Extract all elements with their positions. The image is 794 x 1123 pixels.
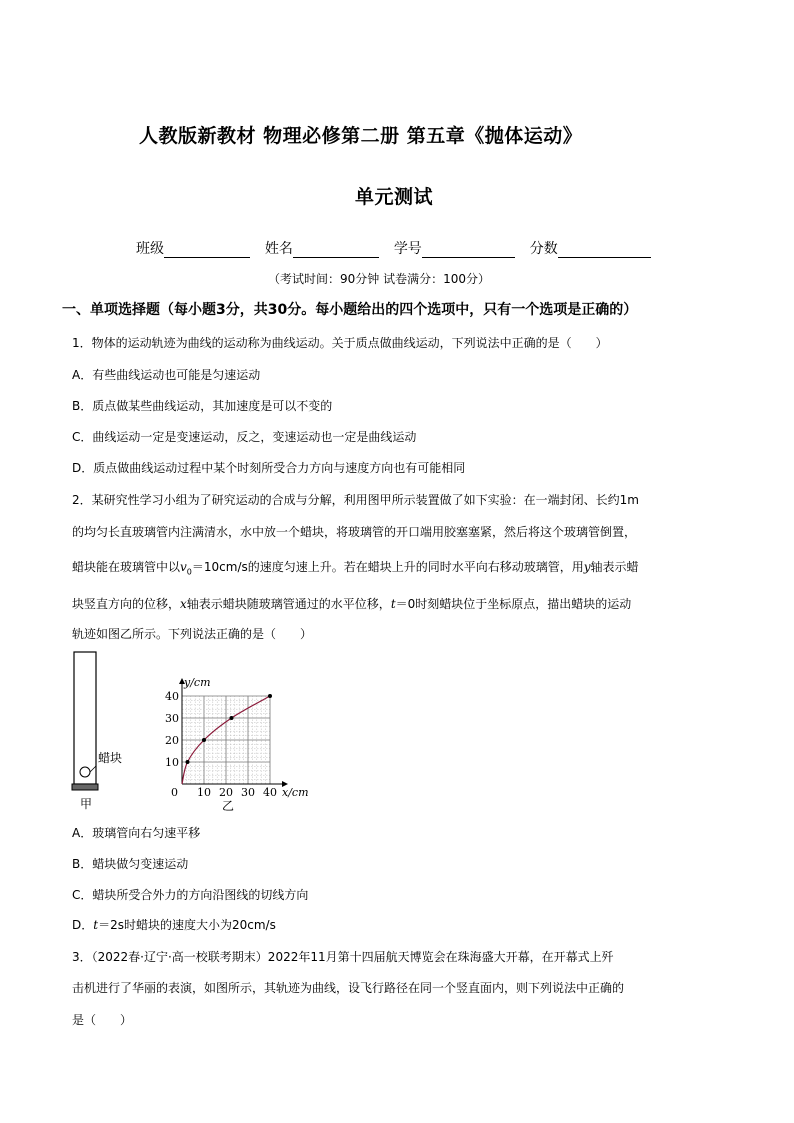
q2-option-b: B．蜡块做匀变速运动	[72, 857, 189, 871]
exam-meta: （考试时间：90分钟 试卷满分：100分）	[268, 272, 490, 286]
glass-tube	[74, 652, 96, 784]
y-tick-label: 40	[165, 690, 179, 703]
score-label: 分数	[529, 241, 558, 257]
q3-line-2: 击机进行了华丽的表演，如图所示，其轨迹为曲线，设飞行路径在同一个竖直面内，则下列说法中正确的	[72, 981, 625, 995]
q2-option-a: A．玻璃管向右匀速平移	[72, 826, 201, 840]
trajectory-point	[186, 760, 190, 764]
name-field[interactable]	[293, 242, 379, 258]
name-label: 姓名	[264, 241, 293, 257]
q3-line-3: 是（ ）	[72, 1013, 133, 1027]
class-field[interactable]	[164, 242, 250, 258]
student-info-row	[136, 238, 651, 258]
figure-yi-chart	[160, 670, 320, 812]
section-1-title: 一、单项选择题（每小题3分，共30分。每小题给出的四个选项中，只有一个选项是正确的）	[62, 302, 638, 318]
x-tick-label: 40	[263, 786, 277, 799]
q2-option-d: D．t＝2s时蜡块的速度大小为20cm/s	[72, 918, 276, 932]
class-label: 班级	[136, 241, 164, 257]
title-line-2: 单元测试	[355, 186, 434, 208]
x-tick-label: 10	[197, 786, 211, 799]
figure-yi-label: 乙	[222, 799, 235, 812]
x-axis-label: x/cm	[282, 786, 309, 799]
q2-line-3: 蜡块能在玻璃管中以$v_0=10cm/s$的速度匀速上升。若在蜡块上升的同时水平向右移动玻璃管，用y轴表示蜡	[72, 560, 639, 577]
q2-option-c: C．蜡块所受合外力的方向沿图线的切线方向	[72, 888, 309, 902]
q2-line-1: 2．某研究性学习小组为了研究运动的合成与分解，利用图甲所示装置做了如下实验：在一端封闭、长约1m	[72, 493, 639, 507]
wax-block-label: 蜡块	[98, 751, 123, 765]
y-axis-label: y/cm	[184, 676, 211, 689]
rubber-stopper	[72, 784, 98, 790]
x-tick-label: 20	[219, 786, 233, 799]
y-tick-label: 10	[165, 756, 179, 769]
origin-label: 0	[171, 786, 178, 799]
y-tick-label: 20	[165, 734, 179, 747]
student-id-field[interactable]	[422, 242, 515, 258]
wax-block	[80, 767, 90, 777]
trajectory-point	[202, 738, 206, 742]
q2-line-4: 块竖直方向的位移，x轴表示蜡块随玻璃管通过的水平位移，t＝0时刻蜡块位于坐标原点，描出蜡块的运动	[72, 597, 632, 611]
id-label: 学号	[393, 241, 422, 257]
x-tick-label: 30	[241, 786, 255, 799]
y-tick-label: 30	[165, 712, 179, 725]
q2-line-5: 轨迹如图乙所示。下列说法正确的是（ ）	[72, 627, 313, 641]
figure-jia-label: 甲	[80, 797, 93, 811]
q2-line-2: 的均匀长直玻璃管内注满清水，水中放一个蜡块，将玻璃管的开口端用胶塞塞紧，然后将这个玻璃管倒置，	[72, 525, 637, 539]
q1-option-b: B．质点做某些曲线运动，其加速度是可以不变的	[72, 399, 333, 413]
q1-option-a: A．有些曲线运动也可能是匀速运动	[72, 368, 261, 382]
title-line-1: 人教版新教材 物理必修第二册 第五章《抛体运动》	[139, 125, 583, 147]
q1-option-c: C．曲线运动一定是变速运动，反之，变速运动也一定是曲线运动	[72, 430, 417, 444]
q1-stem: 1．物体的运动轨迹为曲线的运动称为曲线运动。关于质点做曲线运动，下列说法中正确的是（ ）	[72, 336, 608, 350]
figure-jia	[66, 648, 136, 813]
q3-line-1: 3．（2022春·辽宁·高一校联考期末）2022年11月第十四届航天博览会在珠海盛大开幕，在开幕式上歼	[72, 950, 614, 964]
trajectory-point	[268, 694, 272, 698]
score-field[interactable]	[558, 242, 651, 258]
trajectory-point	[230, 716, 234, 720]
q1-option-d: D．质点做曲线运动过程中某个时刻所受合力方向与速度方向也有可能相同	[72, 461, 466, 475]
